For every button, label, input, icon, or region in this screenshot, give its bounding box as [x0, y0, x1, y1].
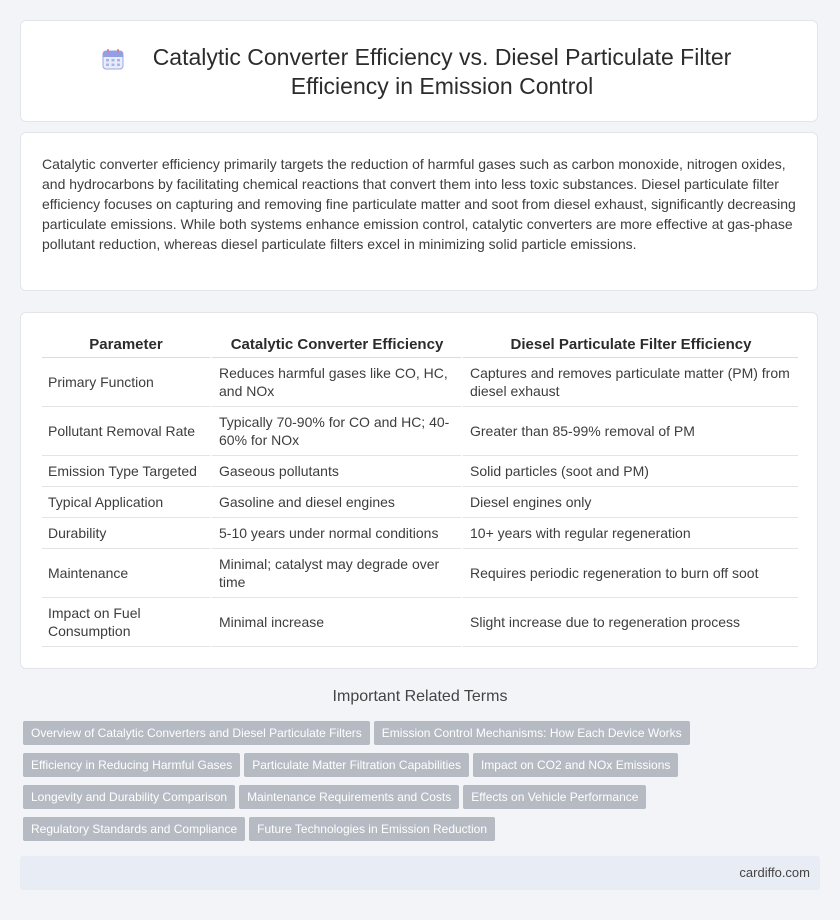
table-row [42, 549, 798, 598]
table-row [42, 487, 798, 518]
table-cell: Minimal increase [210, 598, 461, 647]
table-row [42, 456, 798, 487]
related-term-tag[interactable]: Efficiency in Reducing Harmful Gases [23, 753, 240, 777]
column-header: Parameter [42, 331, 210, 358]
table-cell: Primary Function [42, 358, 210, 407]
related-term-tag[interactable]: Regulatory Standards and Compliance [23, 817, 245, 841]
table-cell: Impact on Fuel Consumption [42, 598, 210, 647]
table-cell: 5-10 years under normal conditions [210, 518, 461, 549]
column-header: Diesel Particulate Filter Efficiency [461, 331, 798, 358]
related-terms-list [23, 721, 823, 849]
table-cell: Minimal; catalyst may degrade over time [210, 549, 461, 598]
page-title: Catalytic Converter Efficiency vs. Diesel Particulate Filter Efficiency in Emission Control [152, 44, 732, 99]
related-term-tag[interactable]: Maintenance Requirements and Costs [239, 785, 459, 809]
header-card [20, 20, 818, 122]
table-row [42, 518, 798, 549]
table-row [42, 598, 798, 647]
related-term-tag[interactable]: Particulate Matter Filtration Capabilities [244, 753, 469, 777]
column-header: Catalytic Converter Efficiency [210, 331, 461, 358]
related-term-tag[interactable]: Emission Control Mechanisms: How Each Device Works [374, 721, 690, 745]
table-cell: Typically 70-90% for CO and HC; 40-60% for NOx [210, 407, 461, 456]
related-term-tag[interactable]: Longevity and Durability Comparison [23, 785, 235, 809]
comparison-table-card [20, 312, 818, 669]
table-cell: Typical Application [42, 487, 210, 518]
table-cell: Slight increase due to regeneration process [461, 598, 798, 647]
related-terms-heading: Important Related Terms [332, 688, 508, 705]
related-term-tag[interactable]: Future Technologies in Emission Reduction [249, 817, 495, 841]
intro-text: Catalytic converter efficiency primarily targets the reduction of harmful gases such as carbon monoxide, nitrogen oxides, and hydrocarbons by facilitating chemical reactions that convert them into less toxic substances. Diesel particulate filter efficiency focuses on capturing and removing fine particulate matter and soot from diesel exhaust, significantly decreasing particulate emissions. While both systems enhance emission control, catalytic converters are more effective at gas-phase pollutant reduction, whereas diesel particulate filters excel in minimizing solid particle emissions. [42, 156, 796, 252]
related-term-tag[interactable]: Impact on CO2 and NOx Emissions [473, 753, 678, 777]
table-cell: Solid particles (soot and PM) [461, 456, 798, 487]
table-cell: 10+ years with regular regeneration [461, 518, 798, 549]
table-row [42, 407, 798, 456]
table-row [42, 358, 798, 407]
table-cell: Maintenance [42, 549, 210, 598]
table-cell: Captures and removes particulate matter (PM) from diesel exhaust [461, 358, 798, 407]
table-cell: Pollutant Removal Rate [42, 407, 210, 456]
table-cell: Requires periodic regeneration to burn off soot [461, 549, 798, 598]
table-cell: Greater than 85-99% removal of PM [461, 407, 798, 456]
table-cell: Reduces harmful gases like CO, HC, and NOx [210, 358, 461, 407]
footer-brand[interactable]: cardiffo.com [739, 865, 810, 880]
table-cell: Emission Type Targeted [42, 456, 210, 487]
table-header-row [42, 331, 798, 358]
intro-card [20, 132, 818, 291]
table-cell: Diesel engines only [461, 487, 798, 518]
table-cell: Durability [42, 518, 210, 549]
table-cell: Gasoline and diesel engines [210, 487, 461, 518]
table-cell: Gaseous pollutants [210, 456, 461, 487]
comparison-table [42, 331, 798, 647]
related-term-tag[interactable]: Effects on Vehicle Performance [463, 785, 646, 809]
related-term-tag[interactable]: Overview of Catalytic Converters and Diesel Particulate Filters [23, 721, 370, 745]
footer [20, 856, 820, 890]
